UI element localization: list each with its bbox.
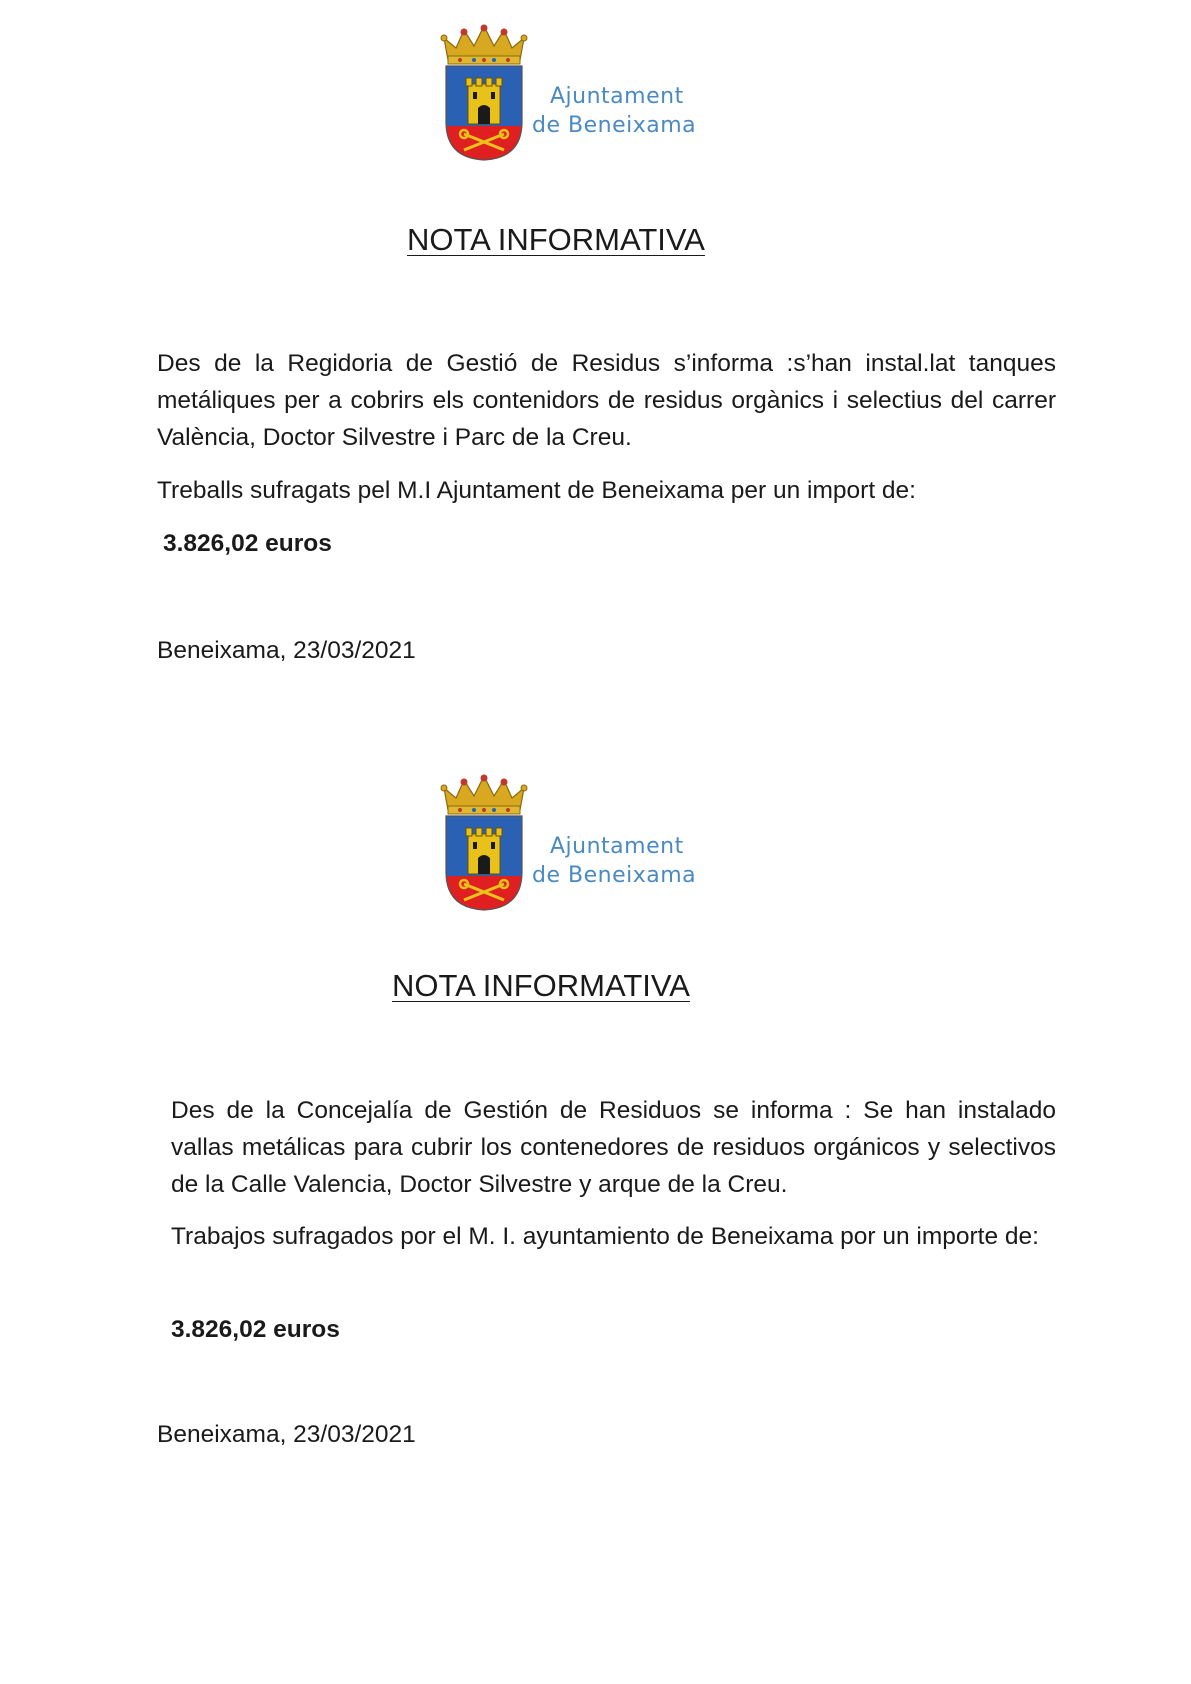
municipality-name: [532, 832, 696, 890]
note-title-valencian: NOTA INFORMATIVA: [407, 222, 705, 257]
note-body-valencian: Des de la Regidoria de Gestió de Residus s’informa :s’han instal.lat tanques metáliques per a cobrirs els contenidors de residus orgànics i selectius del carrer València, Doctor Silvestre i Parc de la Creu.: [157, 350, 1056, 451]
amount-valencian: 3.826,02 euros: [163, 530, 332, 557]
funding-text-valencian: Treballs sufragats pel M.I Ajuntament de Beneixama per un import de:: [157, 477, 916, 504]
place-date-spanish: Beneixama, 23/03/2021: [157, 1421, 416, 1448]
note-body-spanish: Des de la Concejalía de Gestión de Residuos se informa : Se han instalado vallas metálicas para cubrir los contenedores de residuos orgánicos y selectivos de la Calle Valencia, Doctor Silvestre y arque de la Creu.: [171, 1097, 1056, 1198]
brand-line-2: de Beneixama: [532, 113, 697, 138]
coat-of-arms-icon: [440, 22, 528, 162]
municipal-logo-2: [440, 772, 740, 912]
municipality-name: [532, 82, 696, 140]
place-date-valencian: Beneixama, 23/03/2021: [157, 637, 416, 664]
municipal-logo: [440, 22, 740, 162]
brand-line-1: Ajuntament: [550, 84, 684, 109]
funding-text-spanish: Trabajos sufragados por el M. I. ayuntamiento de Beneixama por un importe de:: [171, 1223, 1039, 1250]
amount-spanish: 3.826,02 euros: [171, 1316, 340, 1343]
note-title-spanish: NOTA INFORMATIVA: [392, 968, 690, 1003]
coat-of-arms-icon: [440, 772, 528, 912]
brand-line-2: de Beneixama: [532, 863, 697, 888]
brand-line-1: Ajuntament: [550, 834, 684, 859]
